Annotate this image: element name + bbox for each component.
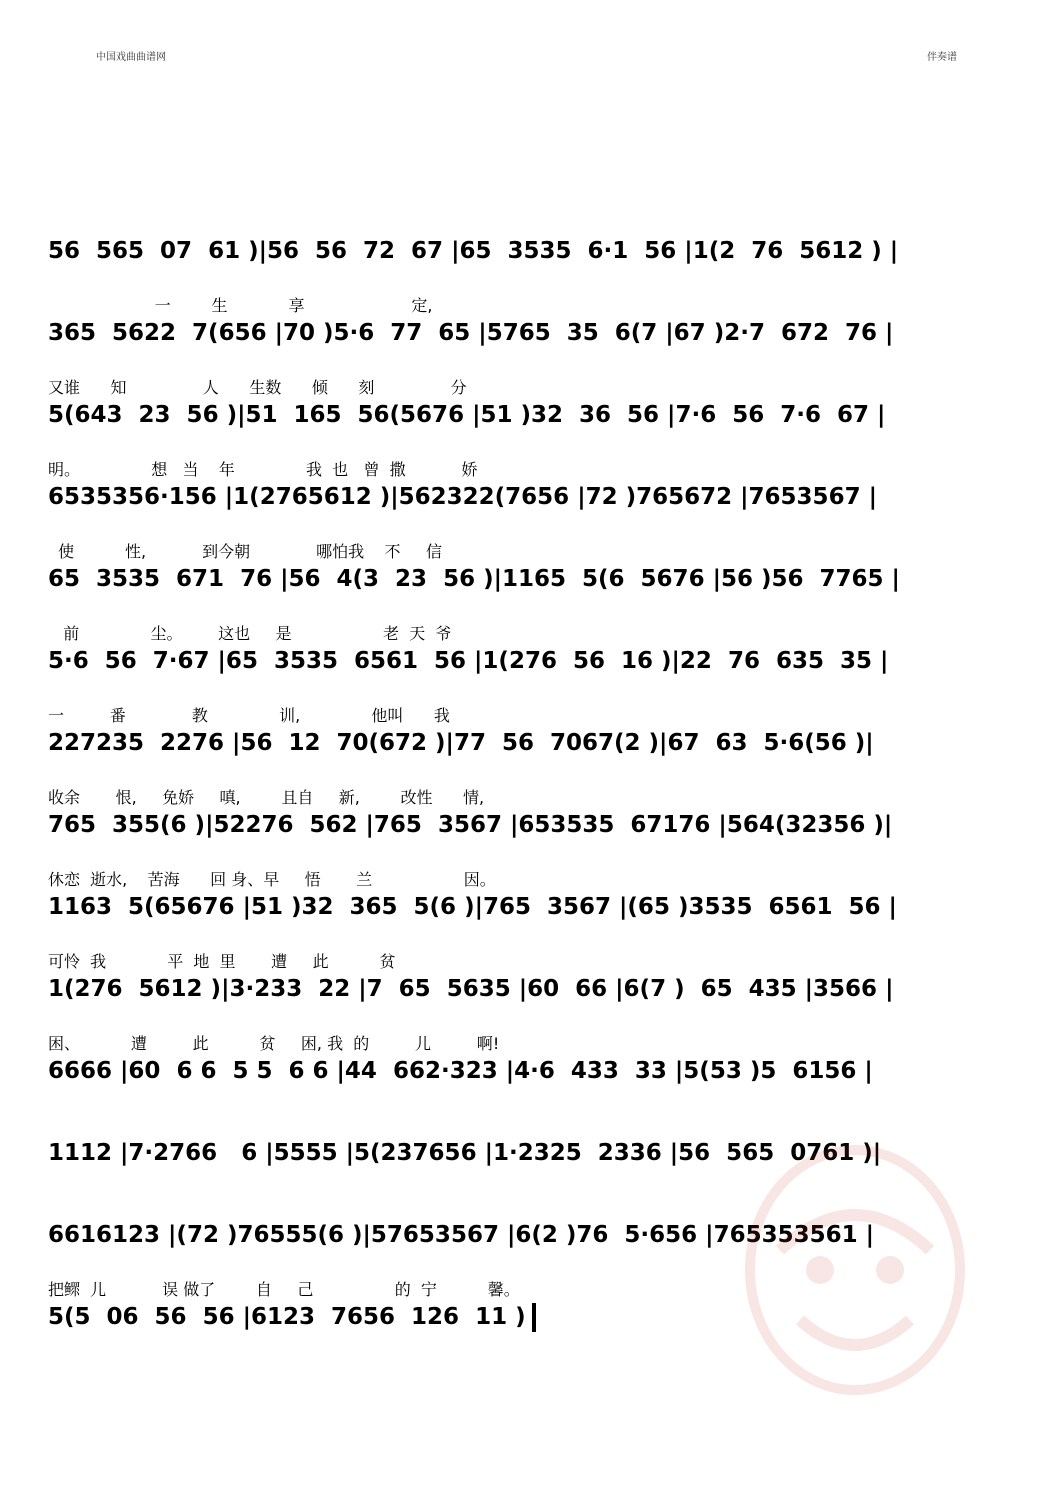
lyric-line: 又谁 知 人 生数 倾 刻 分 [48,378,467,397]
notation-line: 56 565 07 61 )|56 56 72 67 |65 3535 6·1 56 |1(2 76 5612 ) | [48,238,899,264]
lyric-line: 收余 恨, 免娇 嗔, 且自 新, 改性 情, [48,788,485,807]
notation-line: 5(643 23 56 )|51 165 56(5676 |51 )32 36 56 |7·6 56 7·6 67 | [48,402,886,428]
lyric-line: 休恋 逝水, 苦海 回 身、早 悟 兰 因。 [48,870,496,889]
site-name: 中国戏曲曲谱网 [96,52,166,63]
notation-line: 1112 |7·2766 6 |5555 |5(237656 |1·2325 2336 |56 565 0761 )| [48,1140,882,1166]
notation-line: 1163 5(65676 |51 )32 365 5(6 )|765 3567 |(65 )3535 6561 56 | [48,894,897,920]
lyric-line: 可怜 我 平 地 里 遭 此 贫 [48,952,396,971]
lyric-line: 困、 遭 此 贫 困, 我 的 儿 啊! [48,1034,500,1053]
lyric-line [48,1114,938,1138]
score-type-label: 伴奏谱 [927,52,957,63]
notation-line: 6666 |60 6 6 5 5 6 6 |44 662·323 |4·6 433 33 |5(53 )5 6156 | [48,1058,873,1084]
final-barline [532,1303,536,1333]
lyric-line: 一 生 享 定, [48,296,433,315]
notation-line: 6616123 |(72 )76555(6 )|57653567 |6(2 )76 5·656 |765353561 | [48,1222,875,1248]
notation-line: 65 3535 671 76 |56 4(3 23 56 )|1165 5(6 5676 |56 )56 7765 | [48,566,900,592]
notation-line: 227235 2276 |56 12 70(672 )|77 56 7067(2 )|67 63 5·6(56 )| [48,730,874,756]
notation-line: 365 5622 7(656 |70 )5·6 77 65 |5765 35 6(7 |67 )2·7 672 76 | [48,320,894,346]
lyric-line: 把鳏 儿 误 做了 自 己 的 宁 馨。 [48,1280,520,1299]
notation-line: 5·6 56 7·67 |65 3535 6561 56 |1(276 56 16 )|22 76 635 35 | [48,648,889,674]
lyric-line: 一 番 教 训, 他叫 我 [48,706,450,725]
lyric-line: 前 尘。 这也 是 老 天 爷 [48,624,452,643]
notation-line: 1(276 5612 )|3·233 22 |7 65 5635 |60 66 |6(7 ) 65 435 |3566 | [48,976,894,1002]
lyric-line: 使 性, 到今朝 哪怕我 不 信 [48,542,442,561]
notation-line: 765 355(6 )|52276 562 |765 3567 |653535 67176 |564(32356 )| [48,812,893,838]
watermark-mask-logo [740,1140,970,1400]
notation-line: 6535356·156 |1(2765612 )|562322(7656 |72 )765672 |7653567 | [48,484,877,510]
notation-line: 5(5 06 56 56 |6123 7656 126 11 ) [48,1302,938,1332]
lyric-line: 明。 想 当 年 我 也 曾 撒 娇 [48,460,478,479]
